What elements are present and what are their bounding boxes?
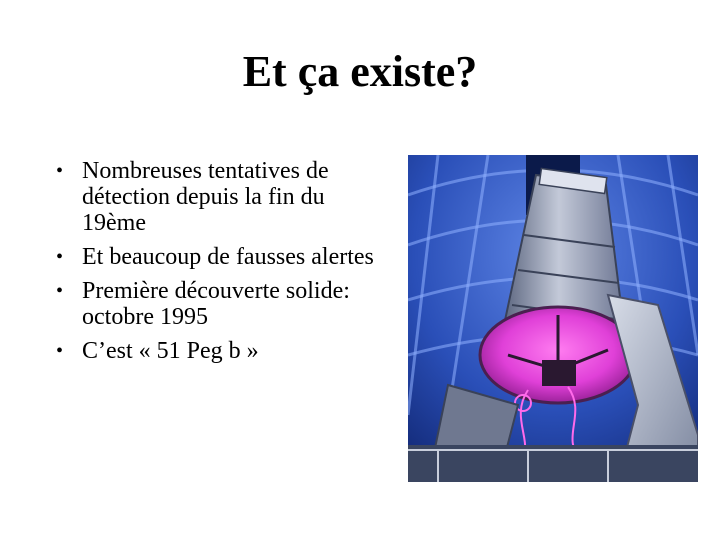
bullet-item	[54, 278, 384, 330]
bullet-icon: •	[56, 340, 64, 362]
bullet-text: Nombreuses tentatives de détection depuis la fin du 19ème	[82, 158, 329, 236]
bullet-text: Et beaucoup de fausses alertes	[82, 244, 374, 270]
telescope-photo	[408, 155, 698, 482]
bullet-icon: •	[56, 280, 64, 302]
bullet-text: Première découverte solide: octobre 1995	[82, 278, 350, 330]
bullet-item	[54, 338, 384, 364]
bullet-item	[54, 244, 384, 270]
bullet-icon: •	[56, 246, 64, 268]
telescope-illustration	[408, 155, 698, 482]
bullet-icon: •	[56, 160, 64, 182]
bullet-list	[54, 158, 384, 372]
camera-box	[542, 360, 576, 386]
bullet-item	[54, 158, 384, 236]
bullet-text: C’est « 51 Peg b »	[82, 338, 259, 364]
slide-title: Et ça existe?	[242, 47, 478, 96]
